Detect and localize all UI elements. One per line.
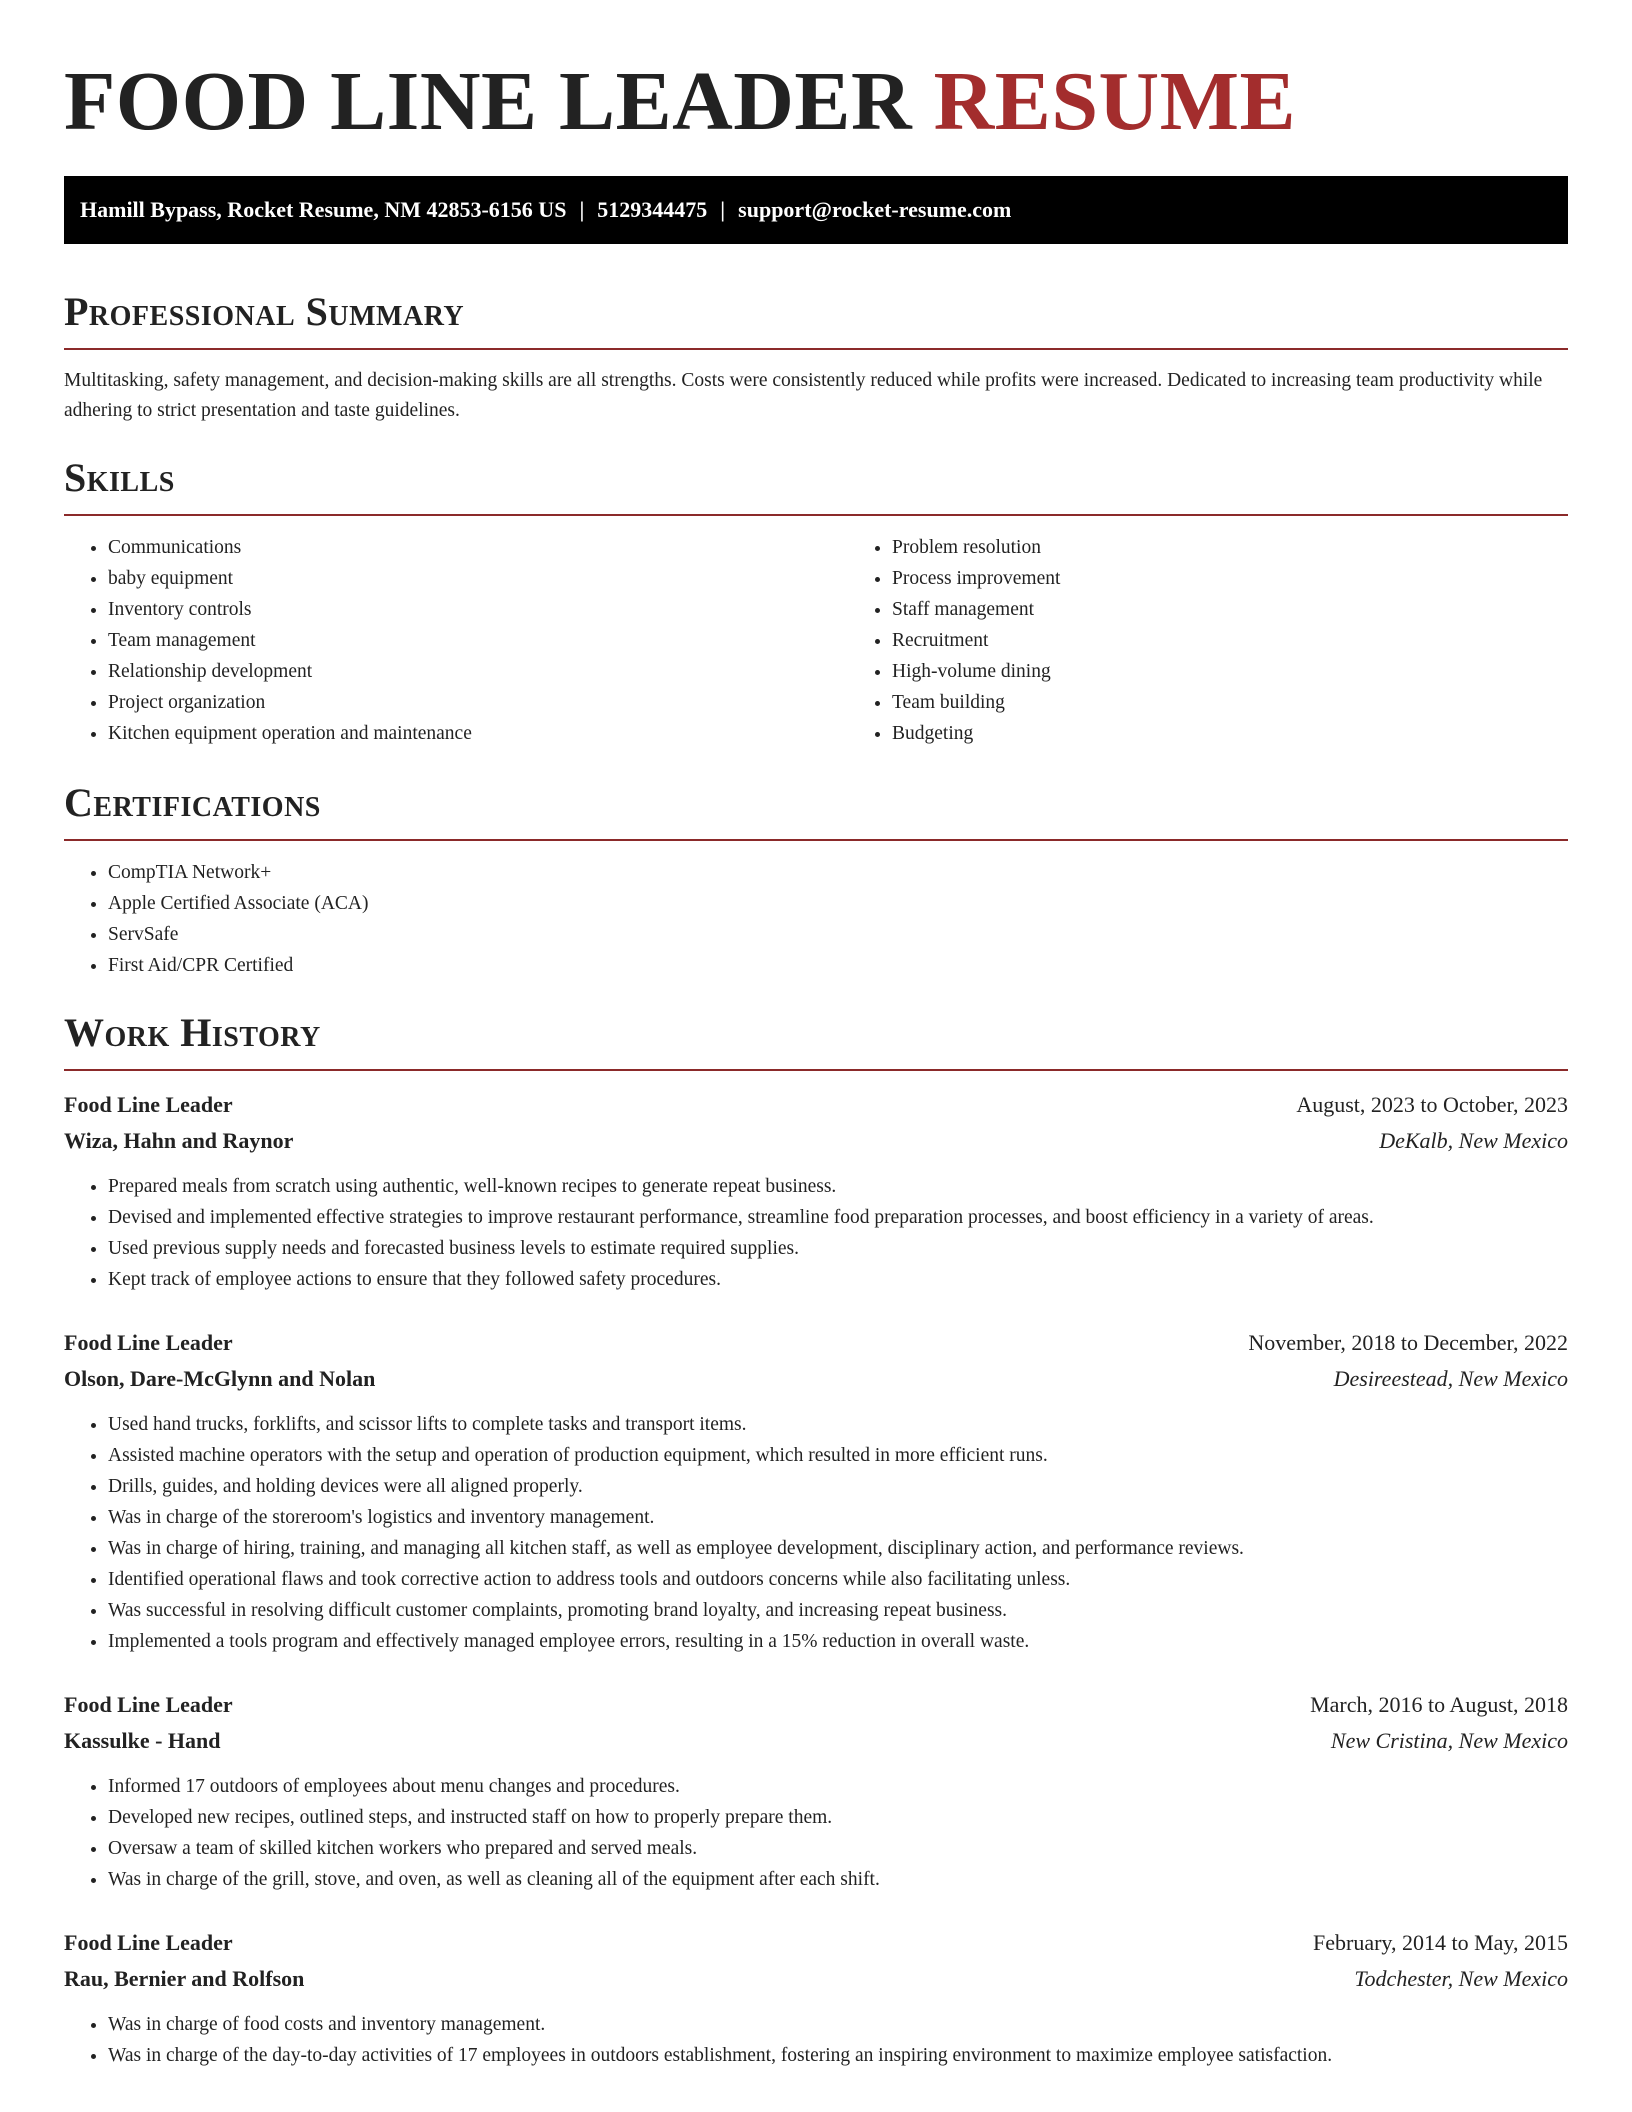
contact-phone: 5129344475 [597,197,708,222]
certification-item: • First Aid/CPR Certified [108,950,1568,981]
job-duty: • Devised and implemented effective strategies to improve restaurant performance, streamline food preparation processes, and boost efficiency in a variety of areas. [108,1202,1568,1233]
job-header-row [64,1087,1568,1123]
certification-item: • Apple Certified Associate (ACA) [108,888,1568,919]
job-title: Food Line Leader [64,1930,233,1955]
section-divider [64,514,1568,516]
job-duties-list [64,1171,1568,1295]
certification-item: • CompTIA Network+ [108,857,1568,888]
skill-item: • baby equipment [108,563,848,594]
job-duty: • Was in charge of the storeroom's logistics and inventory management. [108,1502,1568,1533]
job-company-row [64,1723,1568,1759]
contact-separator: | [720,197,726,222]
job-duty: • Was successful in resolving difficult customer complaints, promoting brand loyalty, and increasing repeat business. [108,1595,1568,1626]
skills-columns [64,532,1568,749]
job-duty: • Prepared meals from scratch using authentic, well-known recipes to generate repeat business. [108,1171,1568,1202]
skill-item: • Budgeting [892,718,1632,749]
job-company: Wiza, Hahn and Raynor [64,1128,294,1153]
job-duty: • Implemented a tools program and effectively managed employee errors, resulting in a 15% reduction in overall waste. [108,1626,1568,1657]
certifications-section [64,779,1568,981]
job-duties-list [64,1409,1568,1657]
skill-item: • Recruitment [892,625,1632,656]
skill-item: • Inventory controls [108,594,848,625]
job-duty: • Developed new recipes, outlined steps, and instructed staff on how to properly prepare them. [108,1802,1568,1833]
job-duty: • Was in charge of the grill, stove, and oven, as well as cleaning all of the equipment after each shift. [108,1864,1568,1895]
skills-list-left [64,532,848,749]
job-header-row [64,1925,1568,1961]
job-duty: • Was in charge of the day-to-day activities of 17 employees in outdoors establishment, fostering an inspiring environment to maximize employee satisfaction. [108,2040,1568,2071]
resume-title [64,0,1568,152]
job-company: Rau, Bernier and Rolfson [64,1966,305,1991]
job-duty: • Was in charge of hiring, training, and managing all kitchen staff, as well as employee development, disciplinary action, and performance reviews. [108,1533,1568,1564]
job-duty: • Drills, guides, and holding devices were all aligned properly. [108,1471,1568,1502]
job-company: Kassulke - Hand [64,1728,221,1753]
job-header-row [64,1687,1568,1723]
section-divider [64,1069,1568,1071]
job-dates: November, 2018 to December, 2022 [1248,1330,1568,1355]
job-duty: • Used hand trucks, forklifts, and scissor lifts to complete tasks and transport items. [108,1409,1568,1440]
job-entry [64,1325,1568,1657]
title-accent: RESUME [933,55,1297,148]
summary-section [64,288,1568,426]
skill-item: • Communications [108,532,848,563]
job-duty: • Was in charge of food costs and inventory management. [108,2009,1568,2040]
job-title: Food Line Leader [64,1330,233,1355]
contact-separator: | [579,197,585,222]
contact-address: Hamill Bypass, Rocket Resume, NM 42853-6156 US [80,197,567,222]
skills-section [64,454,1568,749]
job-dates: February, 2014 to May, 2015 [1313,1930,1568,1955]
job-company-row [64,1361,1568,1397]
job-dates: August, 2023 to October, 2023 [1296,1092,1568,1117]
job-location: Todchester, New Mexico [1354,1966,1568,1991]
skill-item: • Kitchen equipment operation and maintenance [108,718,848,749]
job-duty: • Used previous supply needs and forecasted business levels to estimate required supplies. [108,1233,1568,1264]
work-history-heading: Work History [64,1010,321,1055]
section-divider [64,348,1568,350]
job-entry [64,1087,1568,1295]
title-main: FOOD LINE LEADER [64,55,913,148]
section-divider [64,839,1568,841]
job-header-row [64,1325,1568,1361]
certifications-list [64,857,1568,981]
contact-email: support@rocket-resume.com [738,197,1012,222]
skills-list-right [848,532,1632,749]
job-duties-list [64,2009,1568,2071]
job-company-row [64,1123,1568,1159]
job-location: DeKalb, New Mexico [1379,1128,1568,1153]
job-duty: • Kept track of employee actions to ensure that they followed safety procedures. [108,1264,1568,1295]
job-entry [64,1925,1568,2071]
work-history-section [64,1009,1568,2071]
resume-page [64,0,1568,2071]
certifications-heading: Certifications [64,780,321,825]
job-duty: • Assisted machine operators with the setup and operation of production equipment, which resulted in more efficient runs. [108,1440,1568,1471]
job-location: New Cristina, New Mexico [1330,1728,1568,1753]
job-location: Desireestead, New Mexico [1333,1366,1568,1391]
skill-item: • Staff management [892,594,1632,625]
skill-item: • Problem resolution [892,532,1632,563]
job-dates: March, 2016 to August, 2018 [1310,1692,1568,1717]
skill-item: • Project organization [108,687,848,718]
summary-text: Multitasking, safety management, and decision-making skills are all strengths. Costs were consistently reduced while profits were increased. Dedicated to increasing team productivity while adhering to strict presentation and taste guidelines. [64,370,1543,421]
job-duties-list [64,1771,1568,1895]
job-title: Food Line Leader [64,1092,233,1117]
job-entry [64,1687,1568,1895]
skill-item: • Relationship development [108,656,848,687]
job-company: Olson, Dare-McGlynn and Nolan [64,1366,376,1391]
skill-item: • High-volume dining [892,656,1632,687]
summary-heading: Professional Summary [64,289,465,334]
job-title: Food Line Leader [64,1692,233,1717]
job-duty: • Oversaw a team of skilled kitchen workers who prepared and served meals. [108,1833,1568,1864]
skill-item: • Team management [108,625,848,656]
certification-item: • ServSafe [108,919,1568,950]
skill-item: • Team building [892,687,1632,718]
skills-heading: Skills [64,455,175,500]
job-duty: • Informed 17 outdoors of employees about menu changes and procedures. [108,1771,1568,1802]
job-duty: • Identified operational flaws and took corrective action to address tools and outdoors concerns while also facilitating unless. [108,1564,1568,1595]
contact-bar [64,176,1568,244]
job-company-row [64,1961,1568,1997]
skill-item: • Process improvement [892,563,1632,594]
